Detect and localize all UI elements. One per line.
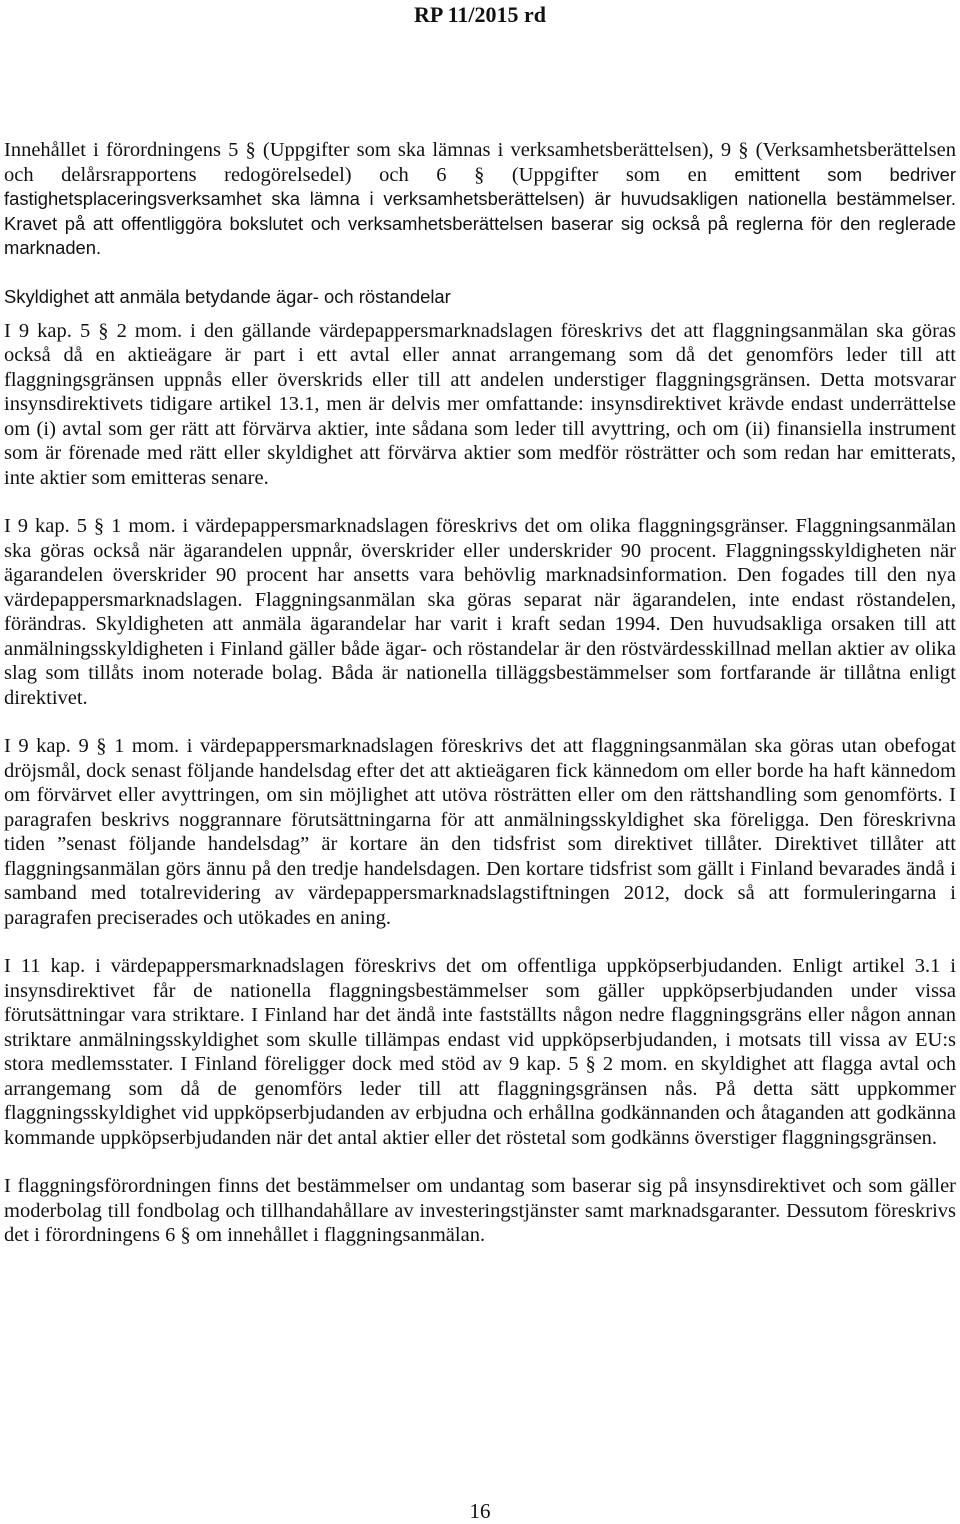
paragraph-6: I flaggningsförordningen finns det bestämmelser om undantag som baserar sig på insynsdirektivet och som gäller moderbolag till fondbolag och tillhandahållare av investeringstjänster samt marknadsgaranter. Dessutom föreskrivs det i förordningens 6 § om innehållet i flaggningsanmälan. (4, 1175, 956, 1246)
paragraph-4: I 9 kap. 9 § 1 mom. i värdepappersmarknadslagen föreskrivs det att flaggningsanmälan ska göras utan obefogat dröjsmål, dock senast följande handelsdag efter det att aktieägaren fick kännedom om eller borde ha haft kännedom om förvärvet eller avyttringen, om sin möjlighet att utöva rösträtten eller om den rättshandling som genomförts. I paragrafen beskrivs noggrannare förutsättningarna för att anmälningsskyldighet ska föreligga. Den föreskrivna tiden ”senast följande handelsdag” är kortare än den tidsfrist som direktivet tillåter. Direktivet tillåter att flaggningsanmälan görs ännu på den tredje handelsdagen. Den kortare tidsfrist som gällt i Finland bevarades ändå i samband med totalrevidering av värdepappersmarknadslagstiftningen 2012, dock så att formuleringarna i paragrafen preciserades och utökades en aning. (4, 735, 956, 929)
section-heading: Skyldighet att anmäla betydande ägar- och röstandelar (4, 285, 451, 307)
paragraph-3: I 9 kap. 5 § 1 mom. i värdepappersmarknadslagen föreskrivs det om olika flaggningsgränser. Flaggningsanmälan ska göras också när ägarandelen uppnår, överskrider eller underskrider 90 procent. Flaggningsskyldigheten när ägarandelen överskrider 90 procent har ansetts vara behövlig marknadsinformation. Den fogades till den nya värdepappersmarknadslagen. Flaggningsanmälan ska göras separat när ägarandelen, inte endast röstandelen, förändras. Skyldigheten att anmäla ägarandelar har varit i kraft sedan 1994. Den huvudsakliga orsaken till att anmälningsskyldigheten i Finland gäller både ägar- och röstandelar är den röstvärdesskillnad mellan aktier av olika slag som tillåts inom noterade bolag. Båda är nationella tilläggsbestämmelser som fortfarande är tillåtna enligt direktivet. (4, 515, 956, 709)
paragraph-1 (4, 138, 956, 261)
paragraph-5: I 11 kap. i värdepappersmarknadslagen föreskrivs det om offentliga uppköpserbjudanden. Enligt artikel 3.1 i insynsdirektivet får de nationella flaggningsbestämmelser som gäller uppköpserbjudanden under vissa förutsättningar vara striktare. I Finland har det ändå inte fastställts någon nedre flaggningsgräns eller någon annan striktare anmälningsskyldighet som skulle tillämpas endast vid uppköpserbjudanden, i motsats till vissa av EU:s stora medlemsstater. I Finland föreligger dock med stöd av 9 kap. 5 § 2 mom. en skyldighet att flagga avtal och arrangemang som då de genomförs leder till att flaggningsgränsen nås. På detta sätt uppkommer flaggningsskyldighet vid uppköpserbjudanden av erbjudna och erhållna godkännanden och åtaganden att godkänna kommande uppköpserbjudanden när det antal aktier eller det röstetal som godkänns överstiger flaggningsgränsen. (4, 955, 956, 1149)
page-number: 16 (469, 1499, 491, 1523)
document-header: RP 11/2015 rd (413, 2, 546, 27)
paragraph-1-sans-part: emittent som bedriver fastighetsplaceringsverksamhet ska lämna i verksamhetsberättelsen) är huvudsakligen nationella bestämmelser. Kravet på att offentliggöra bokslutet och verksamhetsberättelsen baserar sig också på reglerna för den reglerade marknaden. (4, 163, 956, 258)
paragraph-1-serif-part: Innehållet i förordningens 5 § (Uppgifter som ska lämnas i verksamhetsberättelsen), 9 § (Verksamhetsberättelsen och delårsrapportens redogörelsedel) och 6 § (Uppgifter som en (4, 139, 956, 186)
document-body (4, 138, 956, 1272)
paragraph-2: I 9 kap. 5 § 2 mom. i den gällande värdepappersmarknadslagen föreskrivs det att flaggningsanmälan ska göras också då en aktieägare är part i ett avtal eller annat arrangemang som då det genomförs leder till att flaggningsgränsen uppnås eller överskrids eller till att andelen understiger flaggningsgränsen. Detta motsvarar insynsdirektivets tidigare artikel 13.1, men är delvis mer omfattande: insynsdirektivet krävde endast underrättelse om (i) avtal som ger rätt att förvärva aktier, inte sådana som leder till avyttring, och om (ii) finansiella instrument som är förenade med rätt eller skyldighet att förvärva aktier som medför rösträtter och som redan har emitterats, inte aktier som emitteras senare. (4, 319, 956, 489)
